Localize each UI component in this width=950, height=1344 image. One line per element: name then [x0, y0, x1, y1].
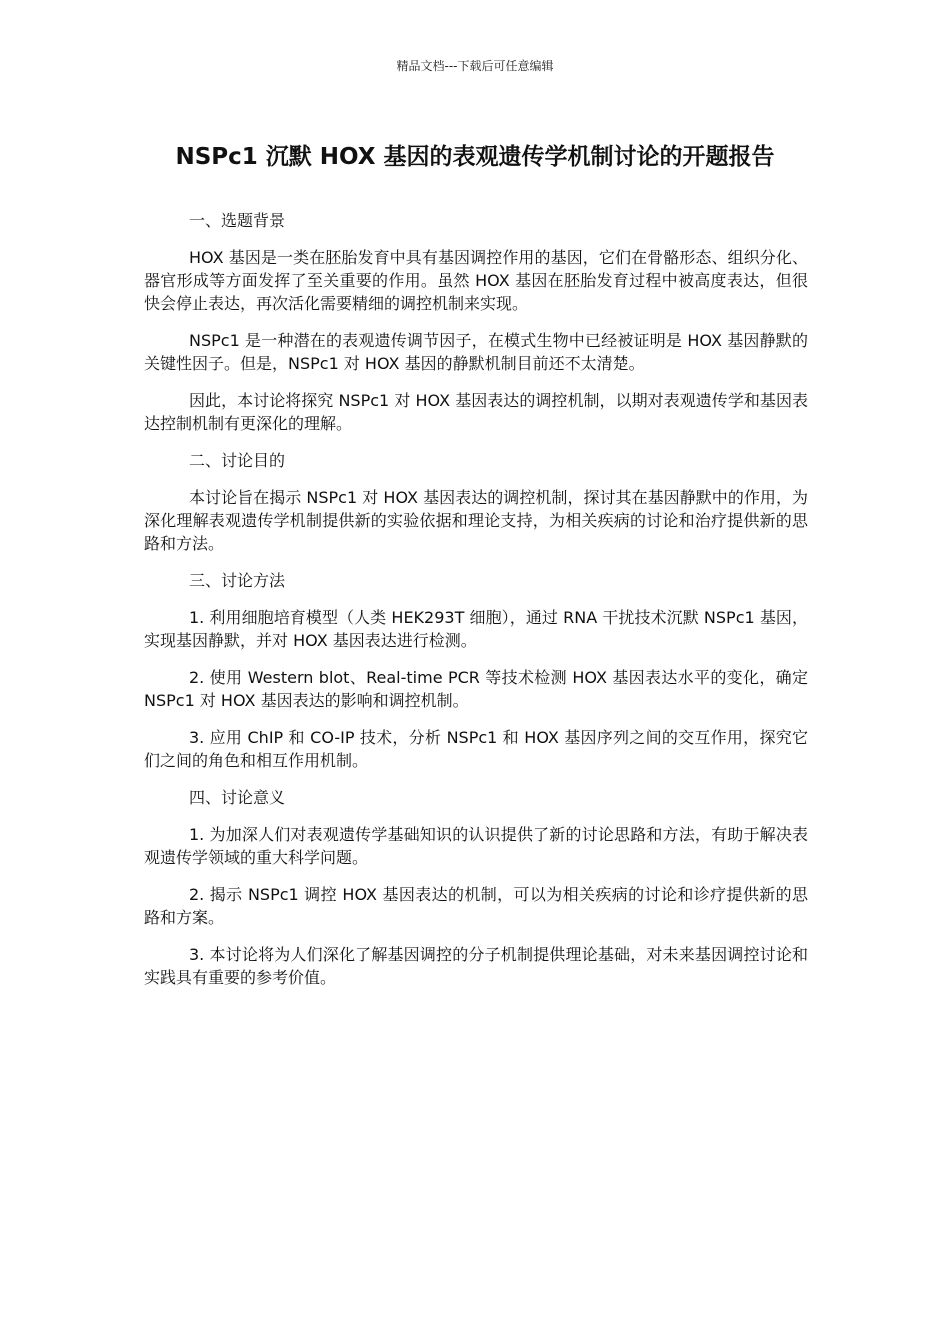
section-heading-significance: 四、讨论意义	[189, 788, 286, 807]
paragraph: NSPc1 是一种潜在的表观遗传调节因子，在模式生物中已经被证明是 HOX 基因静默的关键性因子。但是，NSPc1 对 HOX 基因的静默机制目前还不太清楚。	[144, 331, 808, 373]
section-heading-purpose: 二、讨论目的	[189, 451, 286, 470]
list-item: 1. 利用细胞培育模型（人类 HEK293T 细胞），通过 RNA 干扰技术沉默 NSPc1 基因，实现基因静默，并对 HOX 基因表达进行检测。	[144, 608, 808, 650]
page-title: NSPc1 沉默 HOX 基因的表观遗传学机制讨论的开题报告	[175, 144, 775, 170]
paragraph: 本讨论旨在揭示 NSPc1 对 HOX 基因表达的调控机制，探讨其在基因静默中的作用，为深化理解表观遗传学机制提供新的实验依据和理论支持，为相关疾病的讨论和治疗提供新的思路和方法。	[144, 488, 808, 553]
list-item: 3. 应用 ChIP 和 CO-IP 技术，分析 NSPc1 和 HOX 基因序列之间的交互作用，探究它们之间的角色和相互作用机制。	[144, 728, 808, 770]
document-body	[144, 209, 808, 1003]
list-item: 3. 本讨论将为人们深化了解基因调控的分子机制提供理论基础，对未来基因调控讨论和实践具有重要的参考价值。	[144, 945, 808, 987]
section-heading-methods: 三、讨论方法	[189, 571, 286, 590]
header-note: 精品文档---下载后可任意编辑	[396, 59, 554, 73]
list-item: 2. 使用 Western blot、Real-time PCR 等技术检测 HOX 基因表达水平的变化，确定 NSPc1 对 HOX 基因表达的影响和调控机制。	[144, 668, 808, 710]
section-heading-background: 一、选题背景	[189, 211, 286, 230]
paragraph: HOX 基因是一类在胚胎发育中具有基因调控作用的基因，它们在骨骼形态、组织分化、器官形成等方面发挥了至关重要的作用。虽然 HOX 基因在胚胎发育过程中被高度表达，但很快会停止表达，再次活化需要精细的调控机制来实现。	[144, 248, 808, 313]
paragraph: 因此，本讨论将探究 NSPc1 对 HOX 基因表达的调控机制，以期对表观遗传学和基因表达控制机制有更深化的理解。	[144, 391, 808, 433]
list-item: 1. 为加深人们对表观遗传学基础知识的认识提供了新的讨论思路和方法，有助于解决表观遗传学领域的重大科学问题。	[144, 825, 808, 867]
list-item: 2. 揭示 NSPc1 调控 HOX 基因表达的机制，可以为相关疾病的讨论和诊疗提供新的思路和方案。	[144, 885, 808, 927]
